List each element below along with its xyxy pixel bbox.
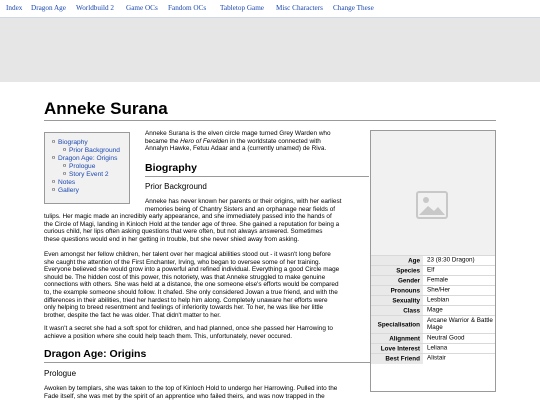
text-line: brother, despite the fact he was older. That didn't matter to her. <box>44 311 221 319</box>
table-of-contents <box>44 132 130 204</box>
text-line: the Circle of Magi, landing in Kinloch Hold at the tender age of three. She gained a reputation for being a <box>44 220 340 228</box>
toc-item-prior-background[interactable]: o Prior Background <box>69 147 120 154</box>
hero-title: Hero of Ferelden <box>180 137 229 145</box>
text-line: connections with others. She was held at a distance, the one someone else's efforts would be compared <box>44 281 339 289</box>
prologue-heading: Prologue <box>44 369 77 378</box>
intro-line: Anneke Surana is the elven circle mage turned Grey Warden who <box>145 130 331 137</box>
text-line: to, the example someone should follow. It chafed. She only considered Jowan a true friend, and with the <box>44 288 338 296</box>
text-line: Everyone believed she would grow into a powerful and refined individual. Everything a good Circle mage <box>44 266 340 274</box>
infobox-row-specialisation: Specialisation Arcane Warrior & Battle Mage <box>371 315 495 334</box>
nav-link-fandom-ocs[interactable]: Fandom OCs <box>168 4 207 12</box>
infobox-row-pronouns: Pronouns She/Her <box>371 285 495 296</box>
toc-item-story-event-2[interactable]: o Story Event 2 <box>69 171 109 178</box>
nav-link-index[interactable]: Index <box>6 4 23 12</box>
text-line: Awoken by templars, she was taken to the top of Kinloch Hold to undergo her Harrowing. Pulled into the <box>44 385 338 392</box>
infobox-row-age: Age 23 (8:30 Dragon) <box>371 255 495 266</box>
intro-line: became the Hero of Ferelden in the worldstate connected with <box>145 137 321 145</box>
text-line: curious child, her lips often asking questions that were often, but not always answered. Sometimes <box>44 228 323 236</box>
nav-link-misc-characters[interactable]: Misc Characters <box>276 4 323 12</box>
text-line: It wasn't a secret she had a soft spot for children, and had planned, once she passed her Harrowing to <box>44 325 333 332</box>
toc-item-biography[interactable]: o Biography <box>58 139 88 146</box>
image-placeholder-icon <box>416 191 448 219</box>
infobox-row-species: Species Elf <box>371 265 495 276</box>
text-line: Even amongst her fellow children, her talent over her magical abilities stood out - it wasn't long before <box>44 251 331 258</box>
toc-item-notes[interactable]: o Notes <box>58 179 75 186</box>
biography-paragraph-3 <box>44 325 370 340</box>
text-line: should be. The hidden cost of this power, this notoriety, was that Anneke struggled to make genuine <box>44 273 326 281</box>
top-nav <box>0 0 540 18</box>
text-line: Anneke has never known her parents or their origins, with her earliest <box>145 198 342 205</box>
infobox-row-class: Class Mage <box>371 305 495 316</box>
character-infobox <box>370 130 496 392</box>
text-line: these questions would end in her getting in trouble, but she never shied away from asking. <box>44 235 300 243</box>
prior-background-heading: Prior Background <box>145 182 207 191</box>
nav-link-game-ocs[interactable]: Game OCs <box>126 4 158 12</box>
text-line: she caught the attention of the First Enchanter, Irving, who began to oversee some of her training. <box>44 258 321 266</box>
infobox-row-love-interest: Love Interest Leliana <box>371 343 495 354</box>
toc-item-gallery[interactable]: o Gallery <box>58 187 79 194</box>
intro-paragraph <box>145 130 367 153</box>
character-portrait <box>371 131 495 256</box>
text-line: tulips. Her magic made an incredibly early appearance, and she immediately passed into the hands of <box>44 213 332 220</box>
toc-item-prologue[interactable]: o Prologue <box>69 163 95 170</box>
infobox-row-best-friend: Best Friend Alistair <box>371 353 495 364</box>
header-banner <box>0 18 540 82</box>
origins-divider <box>44 362 370 363</box>
toc-item-dragon-age-origins[interactable]: o Dragon Age: Origins <box>58 155 117 162</box>
infobox-row-sexuality: Sexuality Lesbian <box>371 295 495 306</box>
biography-paragraph-1 <box>145 198 369 213</box>
title-divider <box>44 120 496 121</box>
nav-link-worldbuild-2[interactable]: Worldbuild 2 <box>76 4 114 12</box>
text-line: memories being of Chantry Sisters and an orphanage near fields of <box>145 205 336 213</box>
nav-link-dragon-age[interactable]: Dragon Age <box>31 4 66 12</box>
text-line: Fade itself, she was met by the spirit of an apprentice who failed theirs, and was now trapped in the <box>44 392 325 400</box>
page-title: Anneke Surana <box>44 99 168 118</box>
biography-heading: Biography <box>145 162 197 174</box>
text-line: differences in their abilities, tried her hardest to help him along. Completely unaware her efforts were <box>44 296 328 304</box>
biography-paragraph-2 <box>44 251 370 319</box>
intro-line: Annalyn Hawke, Fetuu Adaar and a (currently unamed) de Riva. <box>145 145 327 153</box>
nav-link-change-these[interactable]: Change These <box>333 4 374 12</box>
infobox-row-gender: Gender Female <box>371 275 495 286</box>
nav-link-tabletop-game[interactable]: Tabletop Game <box>220 4 265 12</box>
prologue-paragraph <box>44 385 370 400</box>
dragon-age-origins-heading: Dragon Age: Origins <box>44 348 147 360</box>
biography-paragraph-1-cont <box>44 213 370 243</box>
text-line: achieve a position where she could help teach them. This, unfortunately, never occured. <box>44 332 293 340</box>
text-line: only helping to breed resentment and feelings of inferiority towards her. To her, he was like her little <box>44 304 324 312</box>
biography-divider <box>145 176 369 177</box>
infobox-row-alignment: Alignment Neutral Good <box>371 333 495 344</box>
